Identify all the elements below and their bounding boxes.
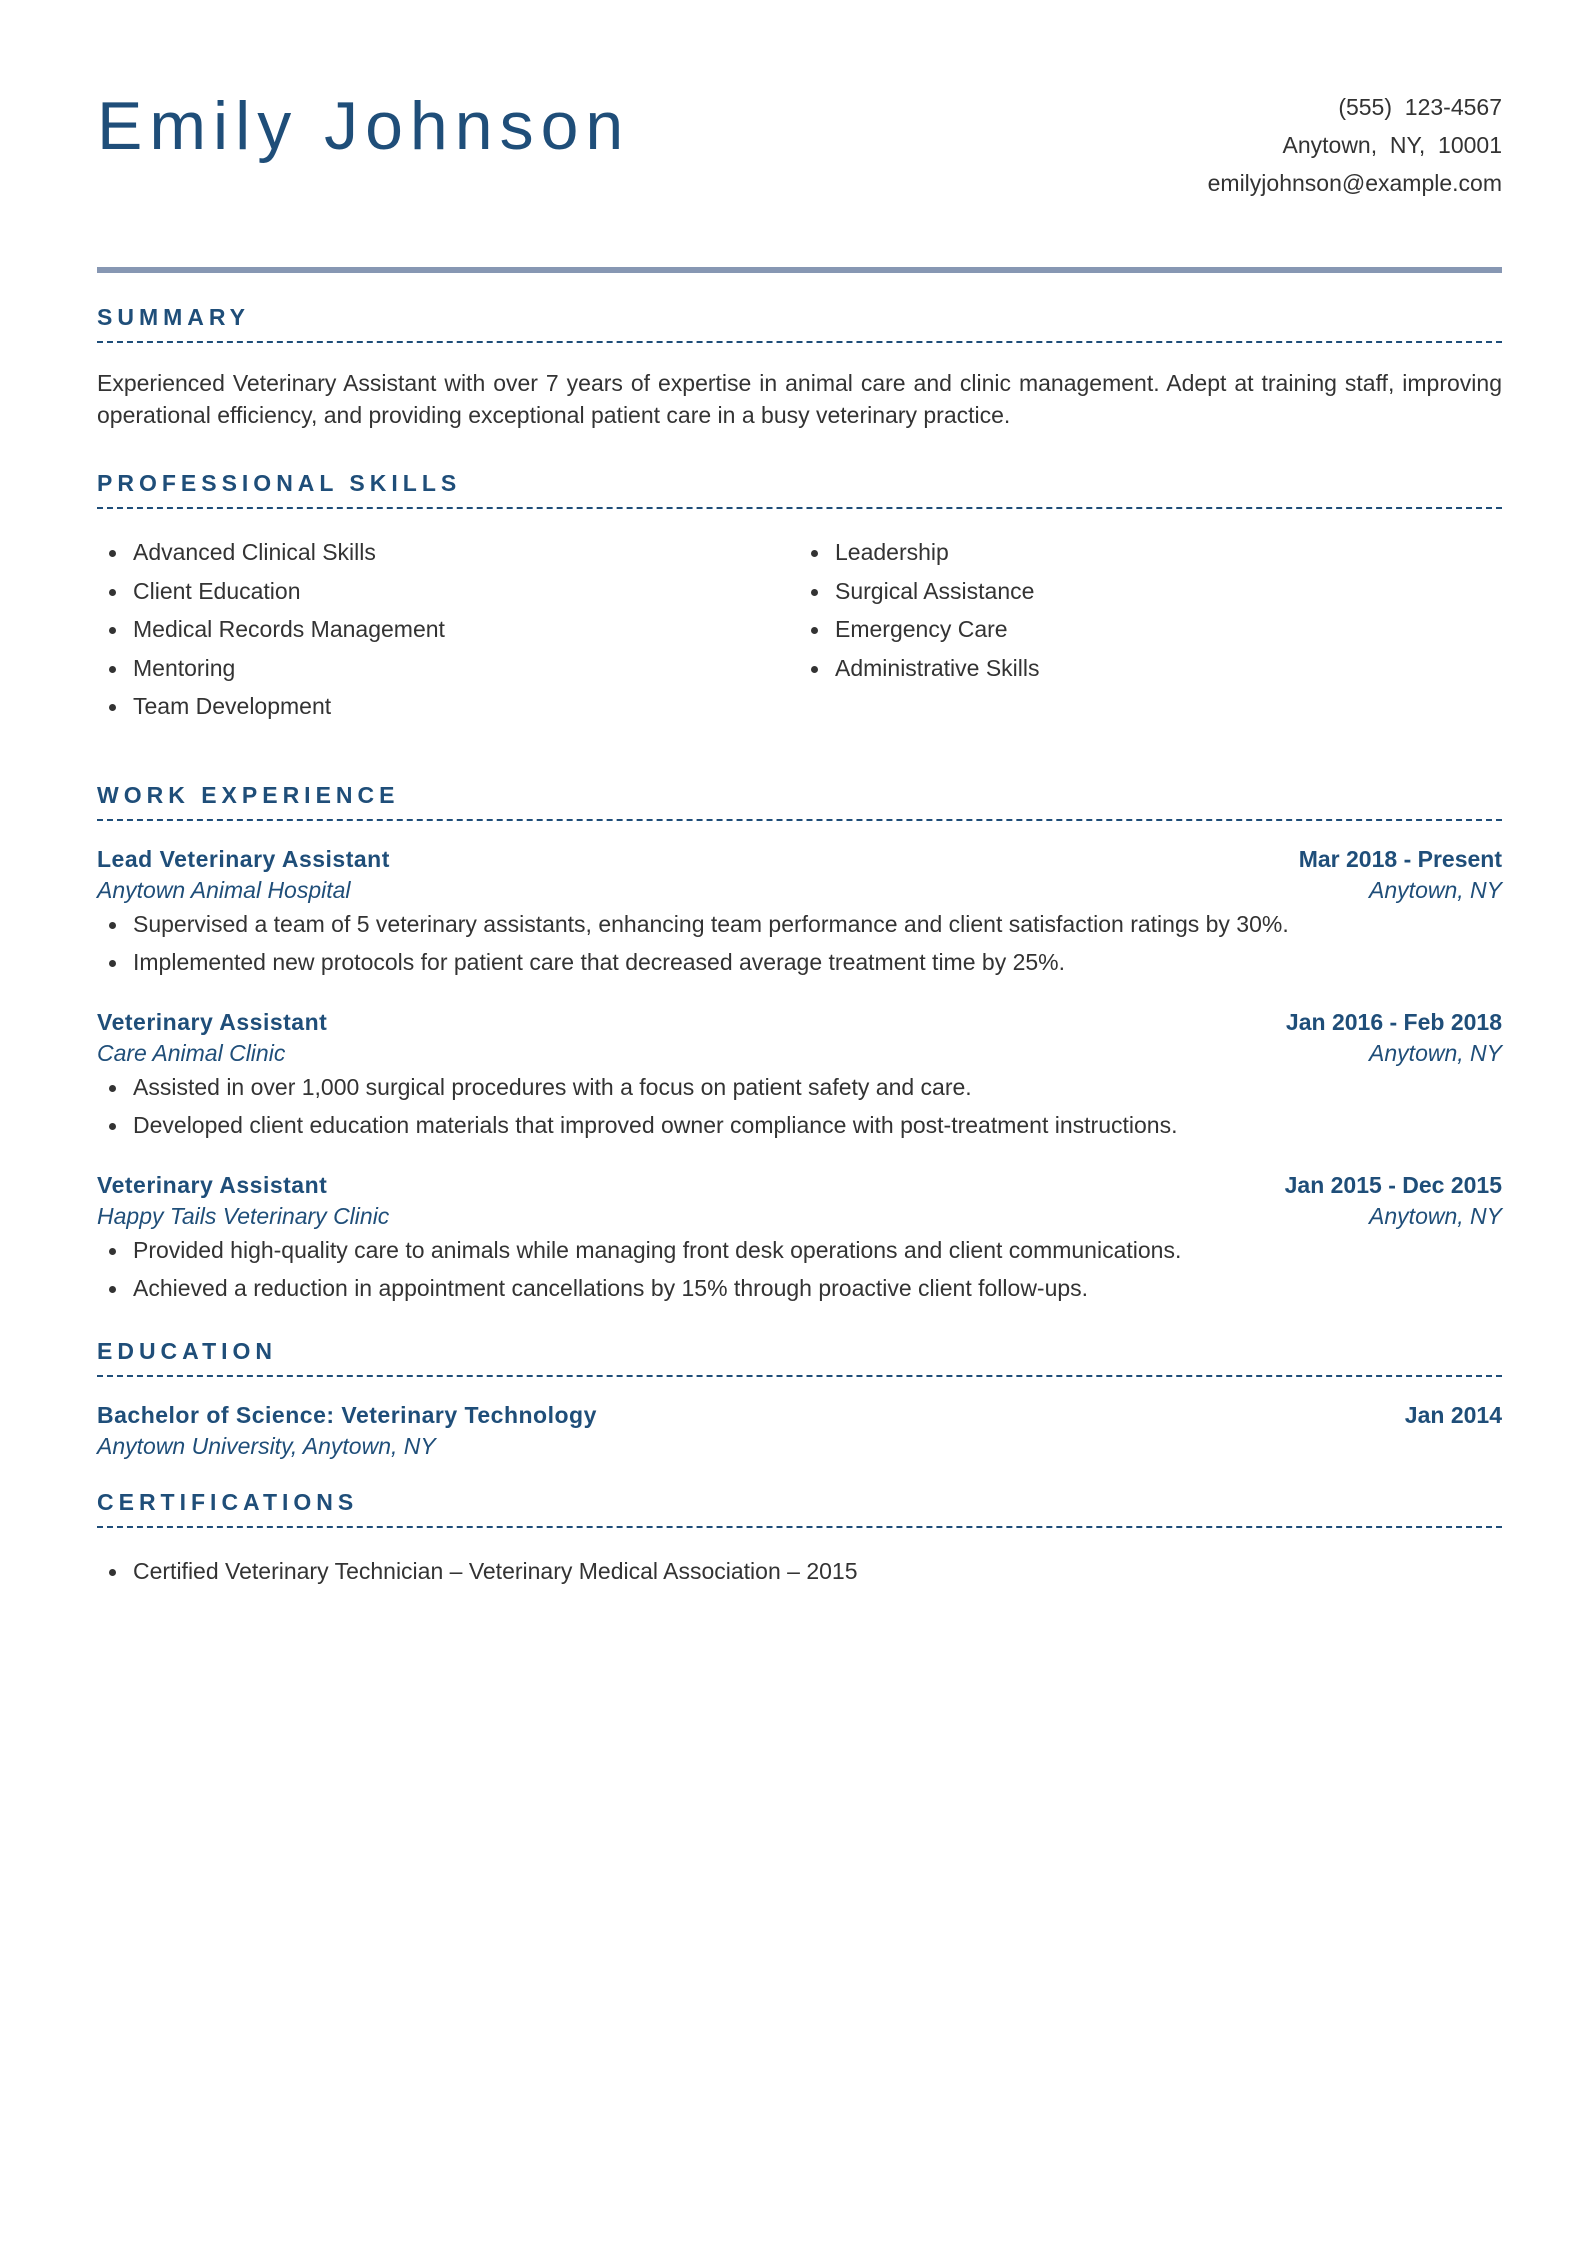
certifications-list [97, 1552, 1502, 1591]
job-bullets [97, 905, 1502, 982]
experience-heading: WORK EXPERIENCE [97, 784, 1502, 821]
job-dates: Mar 2018 - Present [1298, 845, 1502, 872]
education-section [97, 1337, 1502, 1461]
certifications-section [97, 1488, 1502, 1591]
email-address: emilyjohnson@example.com [1207, 170, 1502, 196]
job-location: Anytown, NY [1369, 1039, 1502, 1066]
job-bullet: Developed client education materials that improved owner compliance with post-treatment instructions. [97, 1106, 1502, 1145]
job-entry [97, 1169, 1502, 1308]
job-title: Veterinary Assistant [97, 1171, 328, 1198]
skill-item: Surgical Assistance [799, 572, 1501, 611]
job-bullets [97, 1231, 1502, 1308]
job-dates: Jan 2016 - Feb 2018 [1285, 1008, 1502, 1035]
job-location: Anytown, NY [1369, 876, 1502, 903]
job-subheader [97, 1201, 1502, 1231]
skill-item: Leadership [799, 533, 1501, 572]
contact-info [1208, 88, 1502, 202]
job-employer: Happy Tails Veterinary Clinic [97, 1202, 390, 1229]
job-subheader [97, 875, 1502, 905]
skill-item: Advanced Clinical Skills [97, 533, 799, 572]
job-bullet: Provided high-quality care to animals while managing front desk operations and client communications. [97, 1231, 1502, 1270]
job-bullet: Achieved a reduction in appointment cancellations by 15% through proactive client follow-ups. [97, 1269, 1502, 1308]
address: Anytown, NY, 10001 [1282, 132, 1502, 158]
education-heading: EDUCATION [97, 1340, 1502, 1377]
job-employer: Anytown Animal Hospital [97, 876, 351, 903]
school-name: Anytown University, Anytown, NY [97, 1432, 436, 1459]
job-entry [97, 1006, 1502, 1145]
job-dates: Jan 2015 - Dec 2015 [1284, 1171, 1502, 1198]
job-bullet: Supervised a team of 5 veterinary assistants, enhancing team performance and client satisfaction ratings by 30%. [97, 905, 1502, 944]
summary-heading: SUMMARY [97, 306, 1502, 343]
skill-item: Administrative Skills [799, 649, 1501, 688]
job-header [97, 1169, 1502, 1201]
job-header [97, 843, 1502, 875]
graduation-date: Jan 2014 [1404, 1401, 1502, 1428]
job-bullets [97, 1068, 1502, 1145]
skills-heading: PROFESSIONAL SKILLS [97, 472, 1502, 509]
job-bullet: Implemented new protocols for patient care that decreased average treatment time by 25%. [97, 943, 1502, 982]
skill-item: Team Development [97, 687, 799, 726]
job-location: Anytown, NY [1369, 1202, 1502, 1229]
skill-item: Emergency Care [799, 610, 1501, 649]
resume-header [97, 0, 1502, 276]
skill-item: Medical Records Management [97, 610, 799, 649]
skills-list-left [97, 533, 799, 726]
job-header [97, 1006, 1502, 1038]
job-employer: Care Animal Clinic [97, 1039, 286, 1066]
skill-item: Client Education [97, 572, 799, 611]
job-bullet: Assisted in over 1,000 surgical procedures with a focus on patient safety and care. [97, 1068, 1502, 1107]
job-entry [97, 843, 1502, 982]
education-header [97, 1399, 1502, 1431]
education-entry [97, 1399, 1502, 1461]
skills-section [97, 472, 1502, 726]
skill-item: Mentoring [97, 649, 799, 688]
job-subheader [97, 1038, 1502, 1068]
degree-title: Bachelor of Science: Veterinary Technology [97, 1401, 597, 1428]
resume-page [97, 0, 1502, 1590]
experience-section [97, 781, 1502, 1308]
skills-columns [97, 533, 1502, 726]
certifications-heading: CERTIFICATIONS [97, 1491, 1502, 1528]
job-title: Lead Veterinary Assistant [97, 845, 390, 872]
job-title: Veterinary Assistant [97, 1008, 328, 1035]
header-divider [97, 267, 1502, 273]
certification-item: Certified Veterinary Technician – Veterinary Medical Association – 2015 [97, 1552, 1502, 1591]
summary-text: Experienced Veterinary Assistant with over 7 years of expertise in animal care and clinic management. Adept at training staff, improving operational efficiency, and providing exceptional patient care in a busy veterinary practice. [97, 370, 1502, 428]
summary-section [97, 306, 1502, 431]
candidate-name: Emily Johnson [97, 88, 631, 164]
skills-list-right [799, 533, 1501, 726]
phone-number: (555) 123-4567 [1338, 94, 1502, 120]
